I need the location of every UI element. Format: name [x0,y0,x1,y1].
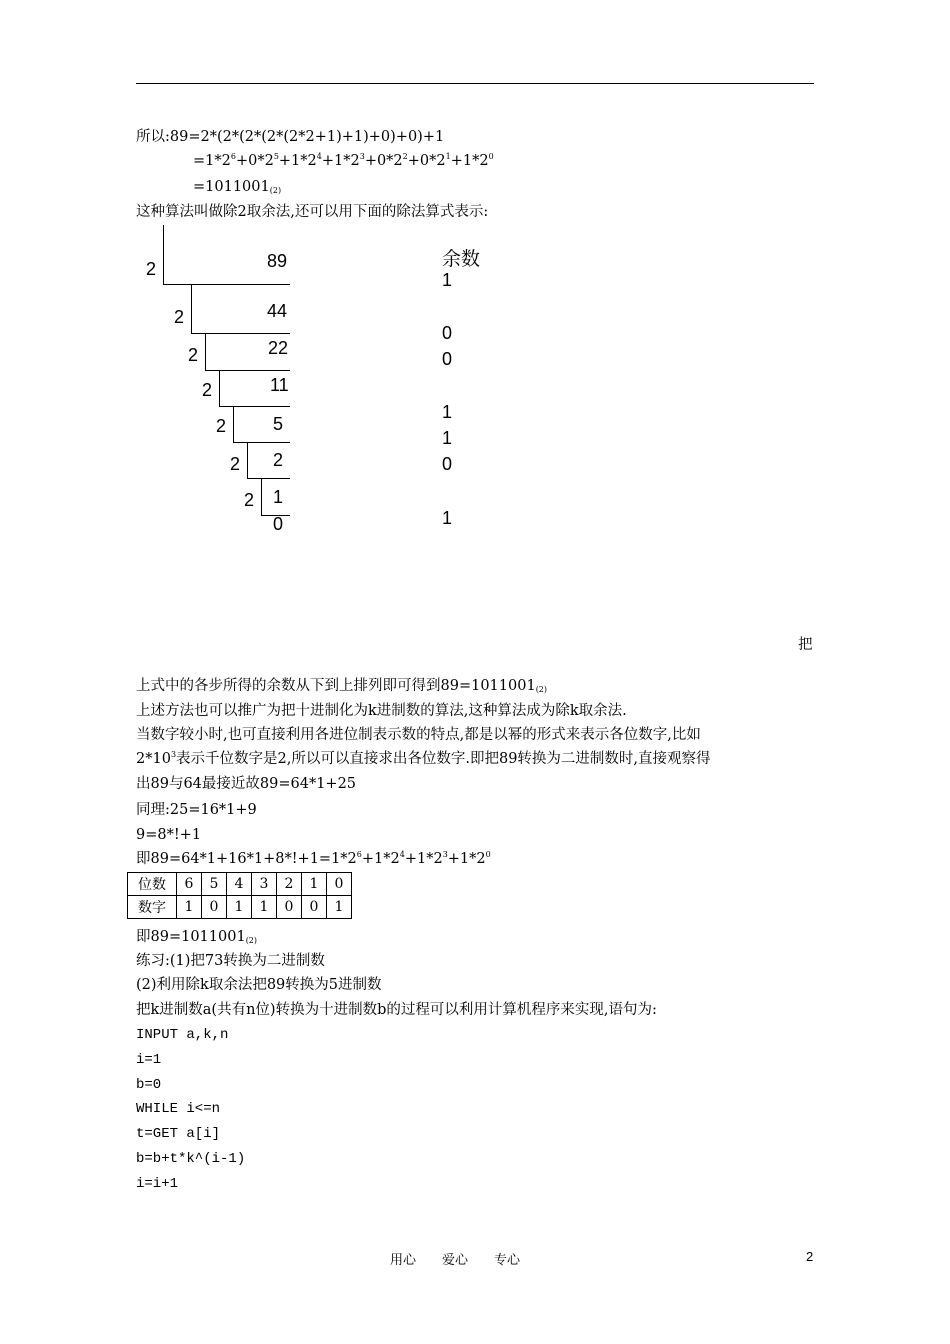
quotient: 5 [273,414,284,434]
table-cell: 1 [252,896,277,919]
remainder-label: 余数 [442,248,481,270]
quotient: 2 [273,450,284,470]
divisor: 2 [146,259,157,279]
paragraph-7: 9=8*!+1 [136,827,202,843]
code-line: WHILE i<=n [136,1101,221,1117]
intro-sentence: 这种算法叫做除2取余法,还可以用下面的除法算式表示: [136,204,489,220]
quotient: 11 [270,375,289,395]
code-line: t=GET a[i] [136,1126,221,1142]
formula-line-3: $=1011001_{(2)}$ [193,179,282,195]
paragraph-4: $2*10^3$表示千位数字是2,所以可以直接求出各位数字.即把89转换为二进制数时,直接观察得 [136,750,711,767]
header-rule [136,83,814,84]
table-row [128,896,352,919]
paragraph-6: 同理:25=16*1+9 [136,802,257,818]
table-cell: 0 [202,896,227,919]
table-cell: 0 [302,896,327,919]
paragraph-5: 出89与64最接近故89=64*1+25 [136,776,357,792]
digit-table [127,872,352,919]
table-cell: 1 [302,873,327,896]
quotient: 89 [267,251,288,271]
body-ba: 把 [798,637,813,653]
paragraph-8: 即$89=64*1+16*1+8*!+1=1*2^6+1*2^4+1*2^3+1*2^0$ [136,850,491,867]
table-cell: 0 [327,873,352,896]
code-line: b=0 [136,1077,162,1093]
code-line: i=1 [136,1052,162,1068]
paragraph-9: 即$89=1011001_{(2)}$ [136,929,258,945]
table-cell: 6 [177,873,202,896]
divisor: 2 [188,345,199,365]
table-cell: 1 [327,896,352,919]
table-header-cell: 数字 [128,896,177,919]
table-cell: 1 [177,896,202,919]
divisor: 2 [244,490,255,510]
remainder: 0 [442,454,453,474]
remainder: 1 [442,428,453,448]
footer-motto: 用心 爱心 专心 [390,1253,521,1268]
divisor: 2 [174,307,185,327]
formula-line-1: 所以:89=2*(2*(2*(2*(2*2+1)+1)+0)+0)+1 [136,129,445,145]
table-cell: 4 [227,873,252,896]
code-line: INPUT a,k,n [136,1027,229,1043]
quotient: 1 [273,487,284,507]
formula-line-2: $=1*2^6+0*2^5+1*2^4+1*2^3+0*2^2+0*2^1+1*2^0$ [193,152,494,169]
paragraph-3: 当数字较小时,也可直接利用各进位制表示数的特点,都是以幂的形式来表示各位数字,比如 [136,727,701,743]
exercise-1: 练习:(1)把73转换为二进制数 [136,953,325,969]
divisor: 2 [202,380,213,400]
quotient: 44 [267,301,288,321]
code-line: i=i+1 [136,1176,179,1192]
remainder: 1 [442,402,453,422]
table-cell: 5 [202,873,227,896]
remainder: 1 [442,270,453,290]
divisor: 2 [230,454,241,474]
paragraph-2: 上述方法也可以推广为把十进制化为k进制数的算法,这种算法成为除k取余法. [136,703,627,719]
table-header-cell: 位数 [128,873,177,896]
remainder: 0 [442,349,453,369]
divisor: 2 [216,416,227,436]
exercise-2: (2)利用除k取余法把89转换为5进制数 [136,977,382,993]
paragraph-12: 把k进制数a(共有n位)转换为十进制数b的过程可以利用计算机程序来实现,语句为: [136,1002,657,1018]
table-cell: 1 [227,896,252,919]
remainder: 1 [442,508,453,528]
table-cell: 2 [277,873,302,896]
code-line: b=b+t*k^(i-1) [136,1151,246,1167]
table-row [128,873,352,896]
table-cell: 0 [277,896,302,919]
paragraph-1: 上式中的各步所得的余数从下到上排列即可得到$89=1011001_{(2)}$ [136,678,548,694]
page-number: 2 [806,1249,814,1264]
quotient: 22 [268,338,289,358]
quotient: 0 [273,514,284,534]
table-cell: 3 [252,873,277,896]
remainder: 0 [442,323,453,343]
